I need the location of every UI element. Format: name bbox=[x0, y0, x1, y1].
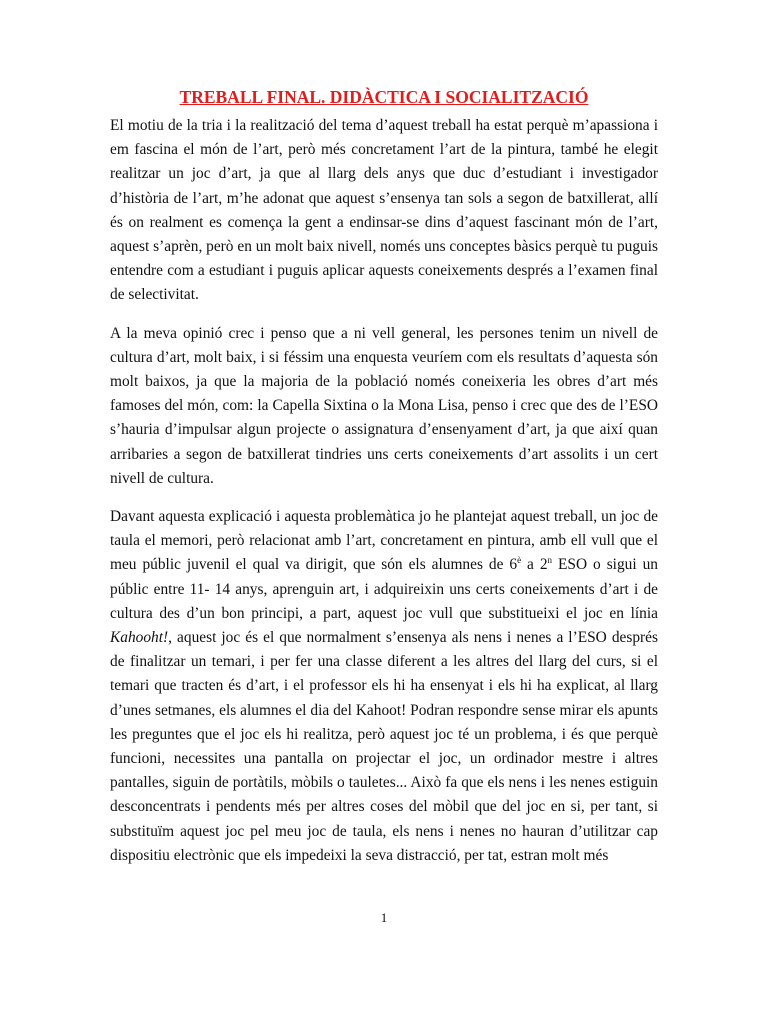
superscript-e: è bbox=[517, 555, 522, 566]
document-title: TREBALL FINAL. DIDÀCTICA I SOCIALITZACIÓ bbox=[179, 87, 589, 107]
page-number: 1 bbox=[380, 910, 388, 925]
document-body bbox=[110, 114, 658, 882]
paragraph-2: A la meva opinió crec i penso que a ni vell general, les persones tenim un nivell de cultura d’art, molt baix, i si féssim una enquesta veuríem com els resultats d’aquesta són molt baixos, ja que la majoria de la població només coneixeria les obres d’art més famoses del món, com: la Capella Sixtina o la Mona Lisa, penso i crec que des de l’ESO s’hauria d’impulsar algun projecte o assignatura d’ensenyament d’art, ja que així quan arribaries a segon de batxillerat tindries uns certs coneixements d’art assolits i un cert nivell de cultura. bbox=[110, 324, 658, 487]
paragraph-3-text-b: a 2 bbox=[521, 556, 548, 574]
paragraph-3-text-d: , aquest joc és el que normalment s’ensenya als nens i nenes a l’ESO després de finalitzar un temari, i per fer una classe diferent a les altres del llarg del curs, si el temari que tracten és d’art, i el professor els hi ha ensenyat i els hi ha explicat, al llarg d’unes setmanes, els alumnes el dia del Kahoot! Podran respondre sense mirar els apunts les preguntes que el joc els hi realitza, però aquest joc té un problema, i és que perquè funcioni, necessites una pantalla on projectar el joc, un ordinador mestre i altres pantalles, siguin de portàtils, mòbils o tauletes... Això fa que els nens i les nenes estiguin desconcentrats i pendents més per altres coses del mòbil que del joc en si, per tant, si substituïm aquest joc pel meu joc de taula, els nens i nenes no hauran d’utilitzar cap dispositiu electrònic que els impedeixi la seva distracció, per tat, estran molt més bbox=[110, 629, 658, 864]
paragraph-3-text-a: Davant aquesta explicació i aquesta problemàtica jo he plantejat aquest treball, un joc de taula el memori, però relacionat amb l’art, concretament en pintura, amb ell vull que el meu públic juvenil el qual va dirigit, que són els alumnes de 6 bbox=[110, 508, 658, 574]
superscript-n: n bbox=[547, 555, 553, 566]
kahoot-italic: Kahooht! bbox=[110, 629, 169, 647]
paragraph-1: El motiu de la tria i la realització del tema d’aquest treball ha estat perquè m’apassiona i em fascina el món de l’art, però més concretament l’art de la pintura, també he elegit realitzar un joc d’art, ja que al llarg dels anys que duc d’estudiant i investigador d’història de l’art, m’he adonat que aquest s’ensenya tan sols a segon de batxillerat, allí és on realment es comença la gent a endinsar-se dins d’aquest fascinant món de l’art, aquest s’aprèn, però en un molt baix nivell, només uns conceptes bàsics perquè tu puguis entendre com a estudiant i puguis aplicar aquests coneixements després a l’examen final de selectivitat. bbox=[110, 117, 658, 304]
paragraph-3-text-c: ESO o sigui un públic entre 11- 14 anys, aprenguin art, i adquireixin uns certs coneixements d’art i de cultura des d’un bon principi, a part, aquest joc vull que substitueixi el joc en línia bbox=[110, 556, 658, 622]
paragraph-3 bbox=[110, 505, 658, 868]
